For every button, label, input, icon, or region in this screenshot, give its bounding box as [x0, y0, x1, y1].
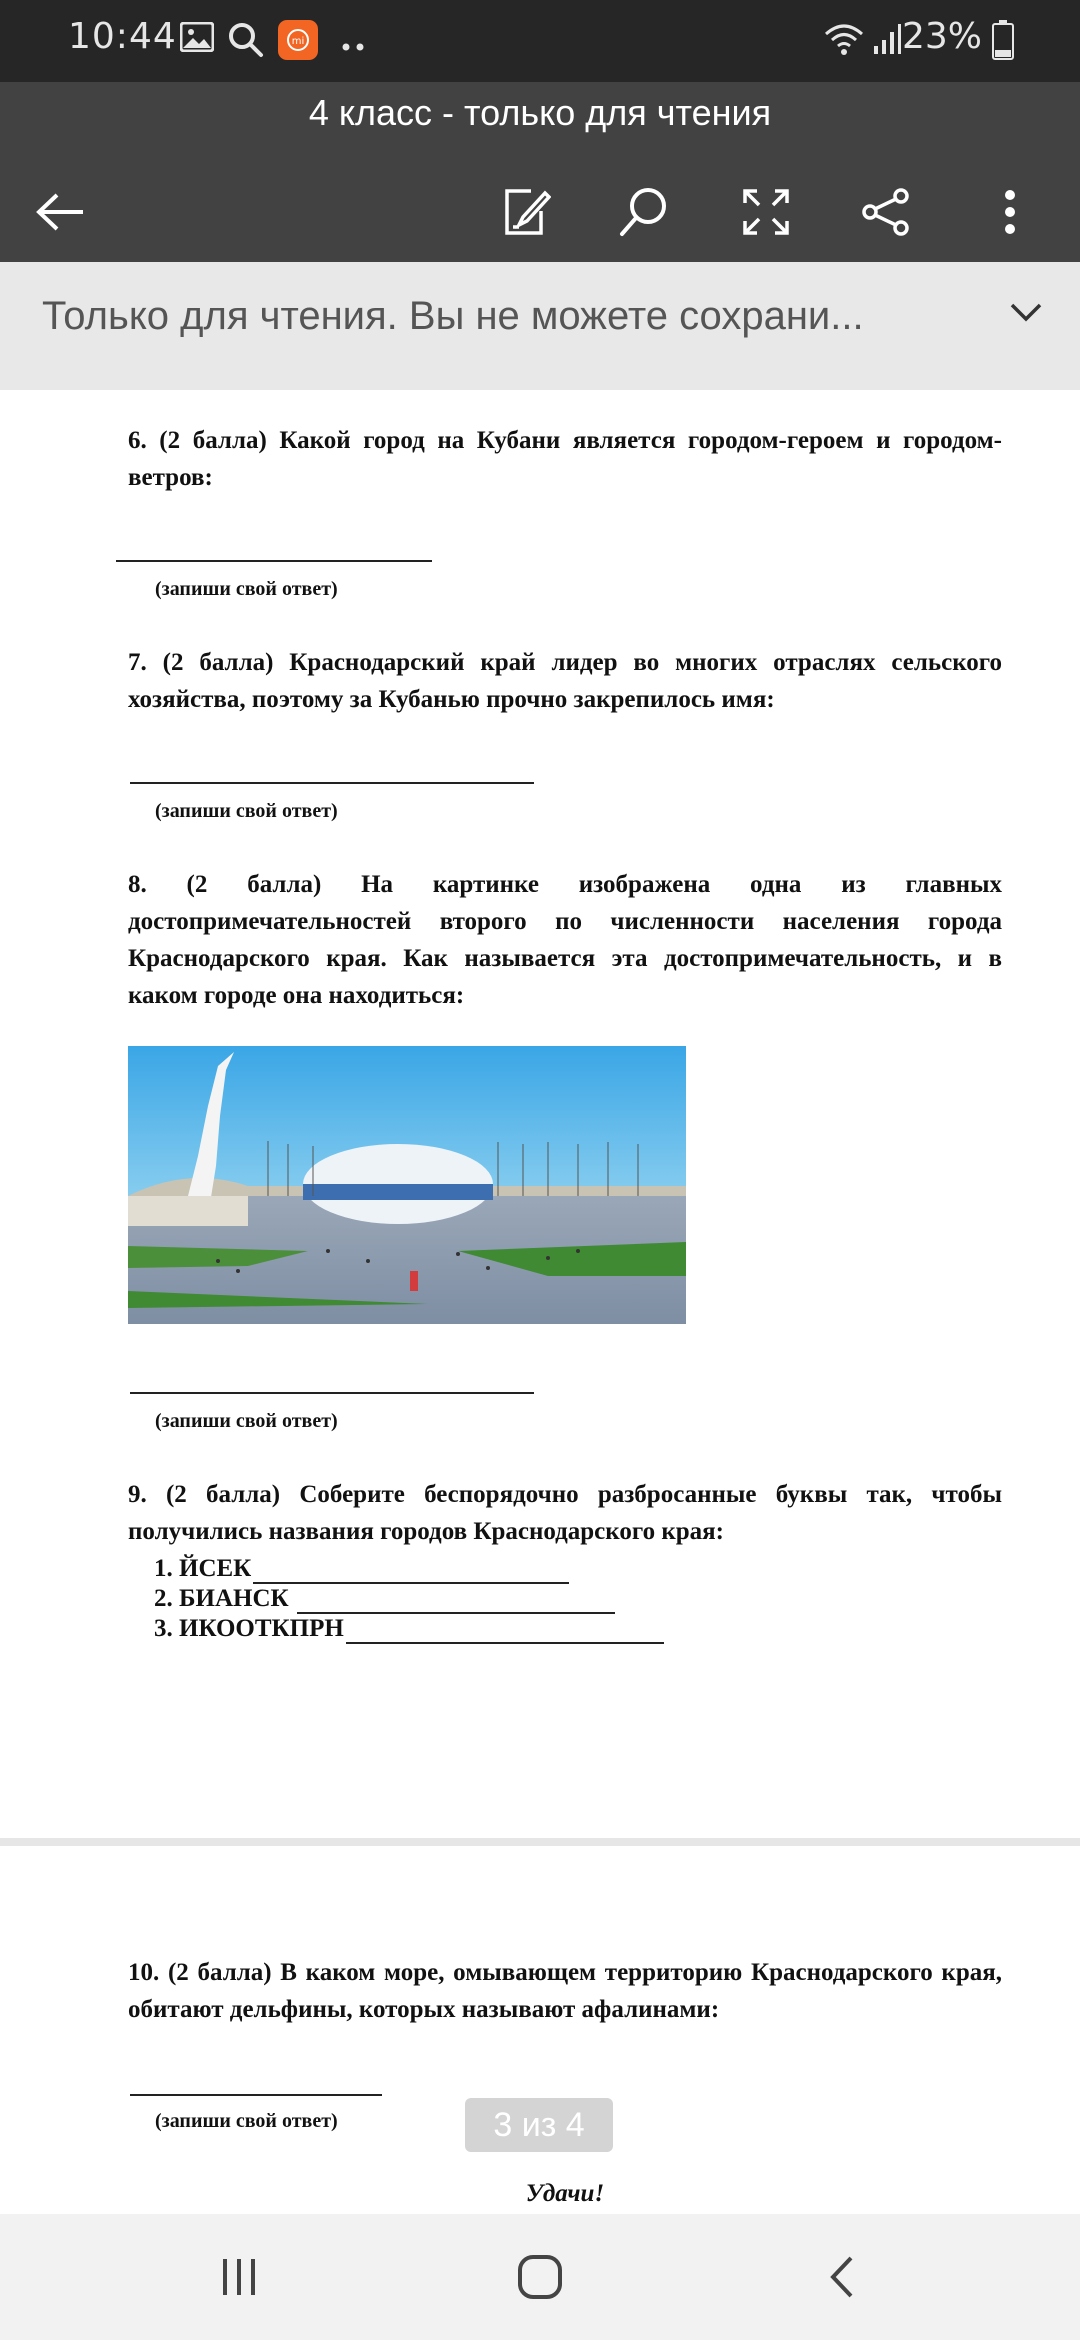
- page-indicator: 3 из 4: [465, 2098, 613, 2152]
- list-item-text: 3. ИКООТКПРН: [154, 1615, 344, 1642]
- status-bar: [0, 0, 1080, 82]
- scramble-list: [154, 1554, 664, 1644]
- image-icon: [180, 22, 214, 56]
- battery-percentage: 23%: [901, 16, 982, 57]
- status-time: 10:44: [68, 16, 177, 57]
- question-7: 7. (2 балла) Краснодарский край лидер во многих отраслях сельского хозяйства, поэтому за Кубанью прочно закрепилось имя:: [128, 649, 1002, 713]
- question-8: 8. (2 балла) На картинке изображена одна из главных достопримечательностей второго по численности населения города Краснодарского края. Как называется эта достопримечательность, и в каком городе она находиться:: [128, 871, 1002, 1009]
- question-10: 10. (2 балла) В каком море, омывающем территорию Краснодарского края, обитают дельфины, которых называют афалинами:: [128, 1959, 1002, 2023]
- question-6: 6. (2 балла) Какой город на Кубани является городом-героем и городом-ветров:: [128, 427, 1002, 491]
- edit-icon[interactable]: [486, 172, 566, 252]
- answer-line: [253, 1560, 569, 1584]
- answer-hint-10: (запиши свой ответ): [155, 2110, 338, 2132]
- share-icon[interactable]: [846, 172, 926, 252]
- list-item-text: 1. ЙСЕК: [154, 1555, 252, 1582]
- read-only-message: Только для чтения. Вы не можете сохрани...: [42, 294, 864, 338]
- mi-app-icon: [278, 20, 318, 64]
- closing-text: Удачи!: [525, 2180, 605, 2207]
- sochi-olympic-park-photo: [128, 1046, 686, 1324]
- answer-line-7: [130, 782, 534, 784]
- app-bar: [0, 82, 1080, 262]
- list-item-text: 2. БИАНСК: [154, 1585, 289, 1612]
- more-vert-icon[interactable]: [970, 172, 1050, 252]
- list-item: [154, 1554, 664, 1584]
- back-arrow-icon[interactable]: [20, 172, 100, 252]
- question-9: 9. (2 балла) Соберите беспорядочно разбросанные буквы так, чтобы получились названия городов Краснодарского края:: [128, 1481, 1002, 1545]
- home-icon[interactable]: [505, 2244, 575, 2310]
- page-divider: [0, 1838, 1080, 1846]
- chevron-down-icon[interactable]: [1008, 300, 1044, 329]
- answer-line-10: [130, 2094, 382, 2096]
- search-icon[interactable]: [604, 172, 684, 252]
- answer-line: [297, 1590, 615, 1614]
- back-icon[interactable]: [807, 2244, 877, 2310]
- document-title: 4 класс - только для чтения: [308, 92, 772, 133]
- signal-icon: [872, 22, 902, 60]
- answer-hint-7: (запиши свой ответ): [155, 800, 338, 822]
- search-icon: [228, 22, 264, 62]
- svg-text:mi: mi: [291, 36, 305, 47]
- read-only-banner[interactable]: [0, 262, 1080, 390]
- list-item: [154, 1614, 664, 1644]
- list-item: [154, 1584, 664, 1614]
- recent-apps-icon[interactable]: [204, 2244, 274, 2310]
- answer-line-6: [116, 560, 432, 562]
- more-dots-icon: [342, 36, 366, 55]
- battery-icon: [992, 20, 1014, 64]
- answer-line: [346, 1620, 664, 1644]
- answer-hint-8: (запиши свой ответ): [155, 1410, 338, 1432]
- answer-line-8: [130, 1392, 534, 1394]
- answer-hint-6: (запиши свой ответ): [155, 578, 338, 600]
- nav-bar: [0, 2214, 1080, 2340]
- wifi-icon: [824, 22, 864, 60]
- fullscreen-icon[interactable]: [726, 172, 806, 252]
